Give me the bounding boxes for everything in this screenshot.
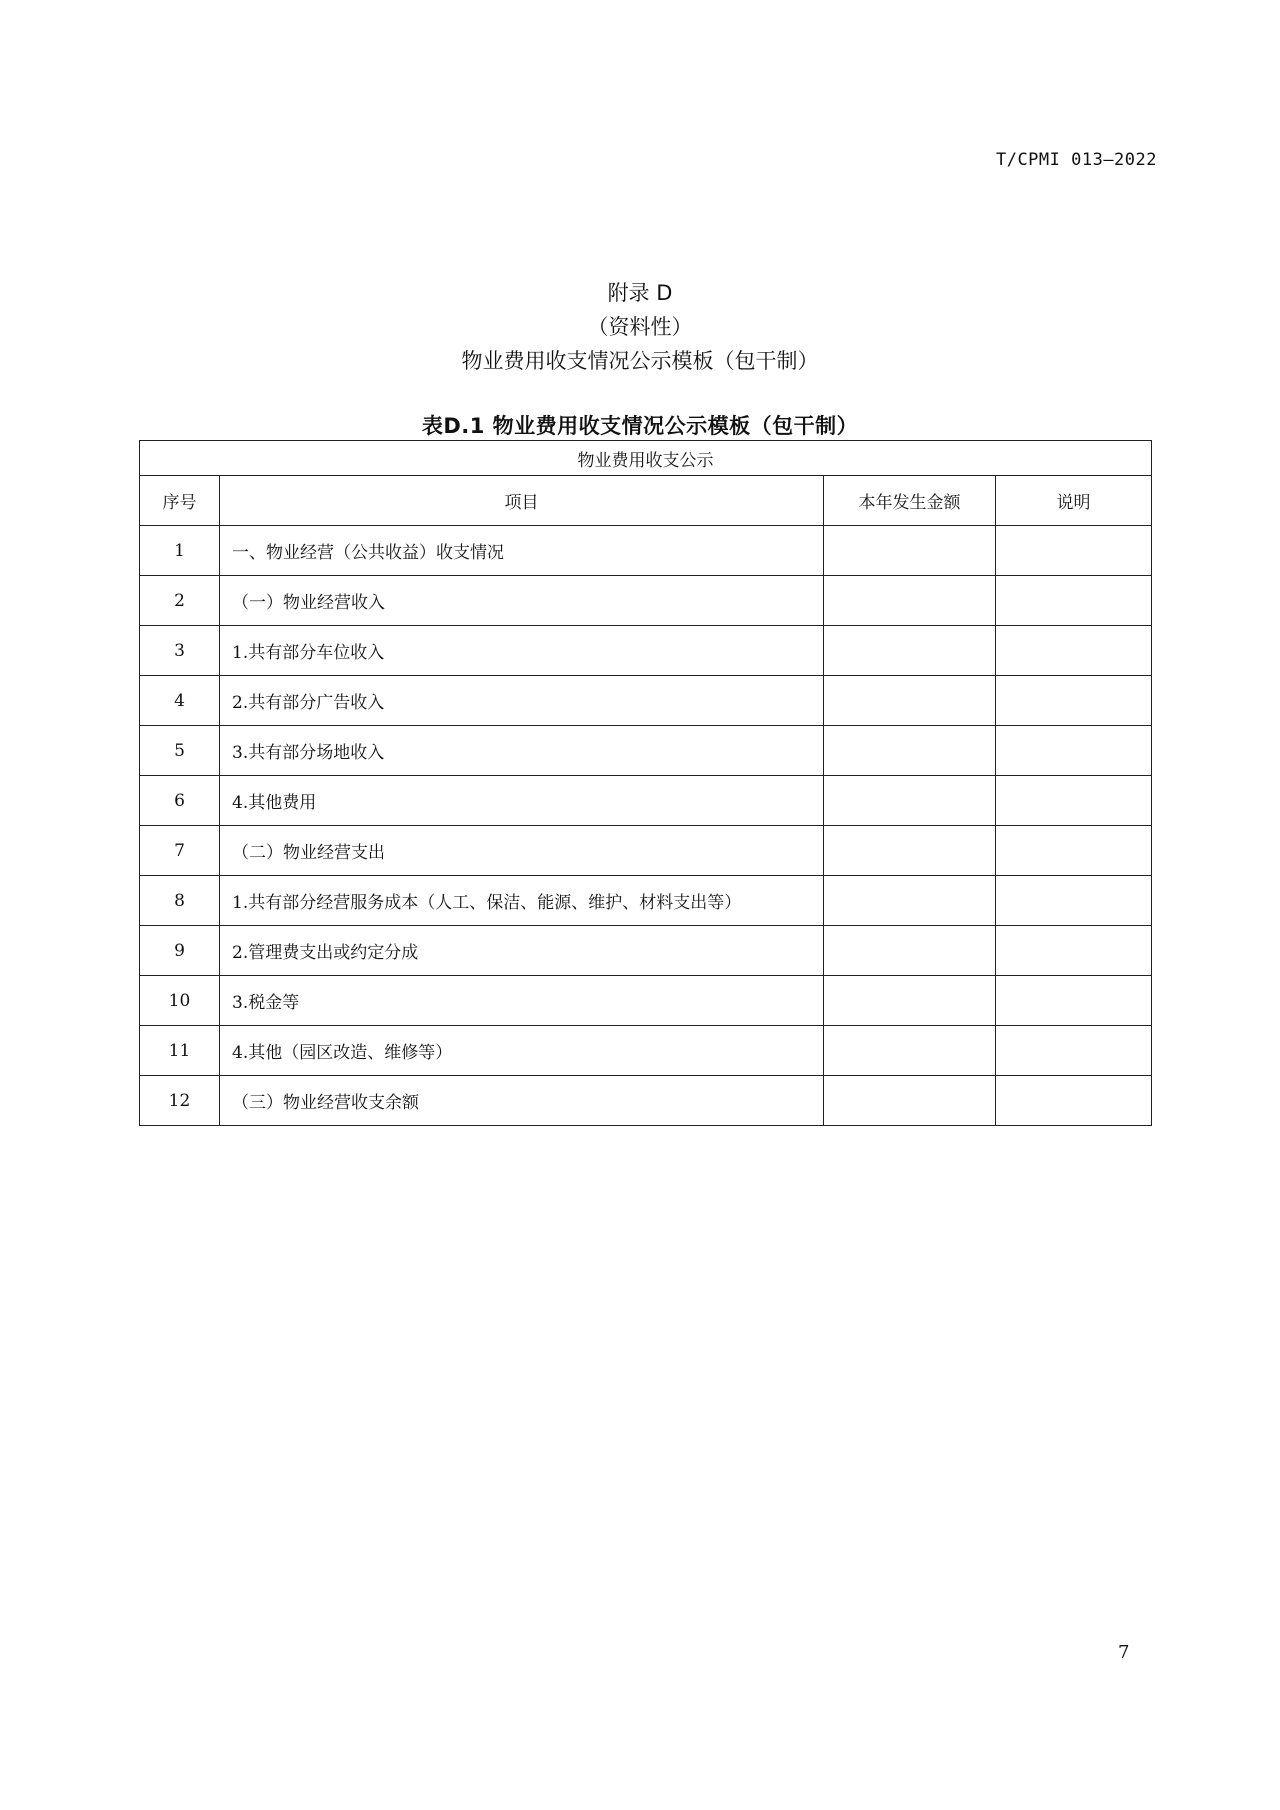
table-row (140, 1026, 1152, 1076)
row-note (996, 726, 1152, 776)
row-note (996, 1076, 1152, 1126)
row-amount (824, 776, 996, 826)
row-note (996, 826, 1152, 876)
row-number: 4 (140, 676, 220, 726)
row-note (996, 526, 1152, 576)
row-amount (824, 926, 996, 976)
appendix-title: 附录 D (607, 281, 673, 305)
row-item: 2.共有部分广告收入 (220, 676, 824, 726)
row-number: 2 (140, 576, 220, 626)
table-caption: 表D.1 物业费用收支情况公示模板（包干制） (421, 414, 859, 438)
row-amount (824, 526, 996, 576)
row-amount (824, 976, 996, 1026)
table-banner: 物业费用收支公示 (140, 441, 1152, 476)
row-note (996, 576, 1152, 626)
row-item: 3.共有部分场地收入 (220, 726, 824, 776)
table-header-row (140, 476, 1152, 526)
row-item: 2.管理费支出或约定分成 (220, 926, 824, 976)
table-row (140, 976, 1152, 1026)
row-number: 12 (140, 1076, 220, 1126)
table-banner-row (140, 441, 1152, 476)
appendix-subject: 物业费用收支情况公示模板（包干制） (461, 349, 819, 373)
row-item: 一、物业经营（公共收益）收支情况 (220, 526, 824, 576)
page-number: 7 (1118, 1642, 1130, 1663)
table-row (140, 926, 1152, 976)
row-item: （三）物业经营收支余额 (220, 1076, 824, 1126)
column-header-no: 序号 (140, 476, 220, 526)
row-number: 11 (140, 1026, 220, 1076)
row-note (996, 626, 1152, 676)
table-row (140, 676, 1152, 726)
table-row (140, 776, 1152, 826)
row-note (996, 926, 1152, 976)
row-note (996, 976, 1152, 1026)
row-note (996, 676, 1152, 726)
row-note (996, 776, 1152, 826)
table-row (140, 576, 1152, 626)
table-row (140, 626, 1152, 676)
column-header-note: 说明 (996, 476, 1152, 526)
column-header-amount: 本年发生金额 (824, 476, 996, 526)
row-item: 1.共有部分车位收入 (220, 626, 824, 676)
row-number: 9 (140, 926, 220, 976)
appendix-heading (0, 276, 1280, 378)
appendix-nature: （资料性） (587, 315, 693, 339)
column-header-item: 项目 (220, 476, 824, 526)
row-item: （一）物业经营收入 (220, 576, 824, 626)
row-number: 7 (140, 826, 220, 876)
row-amount (824, 1076, 996, 1126)
row-amount (824, 826, 996, 876)
row-item: （二）物业经营支出 (220, 826, 824, 876)
standard-code: T/CPMI 013—2022 (995, 150, 1157, 170)
table-row (140, 726, 1152, 776)
row-number: 10 (140, 976, 220, 1026)
row-number: 8 (140, 876, 220, 926)
row-item: 4.其他费用 (220, 776, 824, 826)
row-amount (824, 1026, 996, 1076)
row-amount (824, 676, 996, 726)
row-number: 3 (140, 626, 220, 676)
row-amount (824, 726, 996, 776)
row-item: 4.其他（园区改造、维修等） (220, 1026, 824, 1076)
row-amount (824, 876, 996, 926)
row-number: 6 (140, 776, 220, 826)
disclosure-table (139, 440, 1152, 1126)
table-row (140, 1076, 1152, 1126)
table-row (140, 526, 1152, 576)
row-amount (824, 576, 996, 626)
row-note (996, 876, 1152, 926)
row-note (996, 1026, 1152, 1076)
table-row (140, 826, 1152, 876)
row-number: 5 (140, 726, 220, 776)
row-item: 1.共有部分经营服务成本（人工、保洁、能源、维护、材料支出等） (220, 876, 824, 926)
row-item: 3.税金等 (220, 976, 824, 1026)
row-number: 1 (140, 526, 220, 576)
table-row (140, 876, 1152, 926)
row-amount (824, 626, 996, 676)
